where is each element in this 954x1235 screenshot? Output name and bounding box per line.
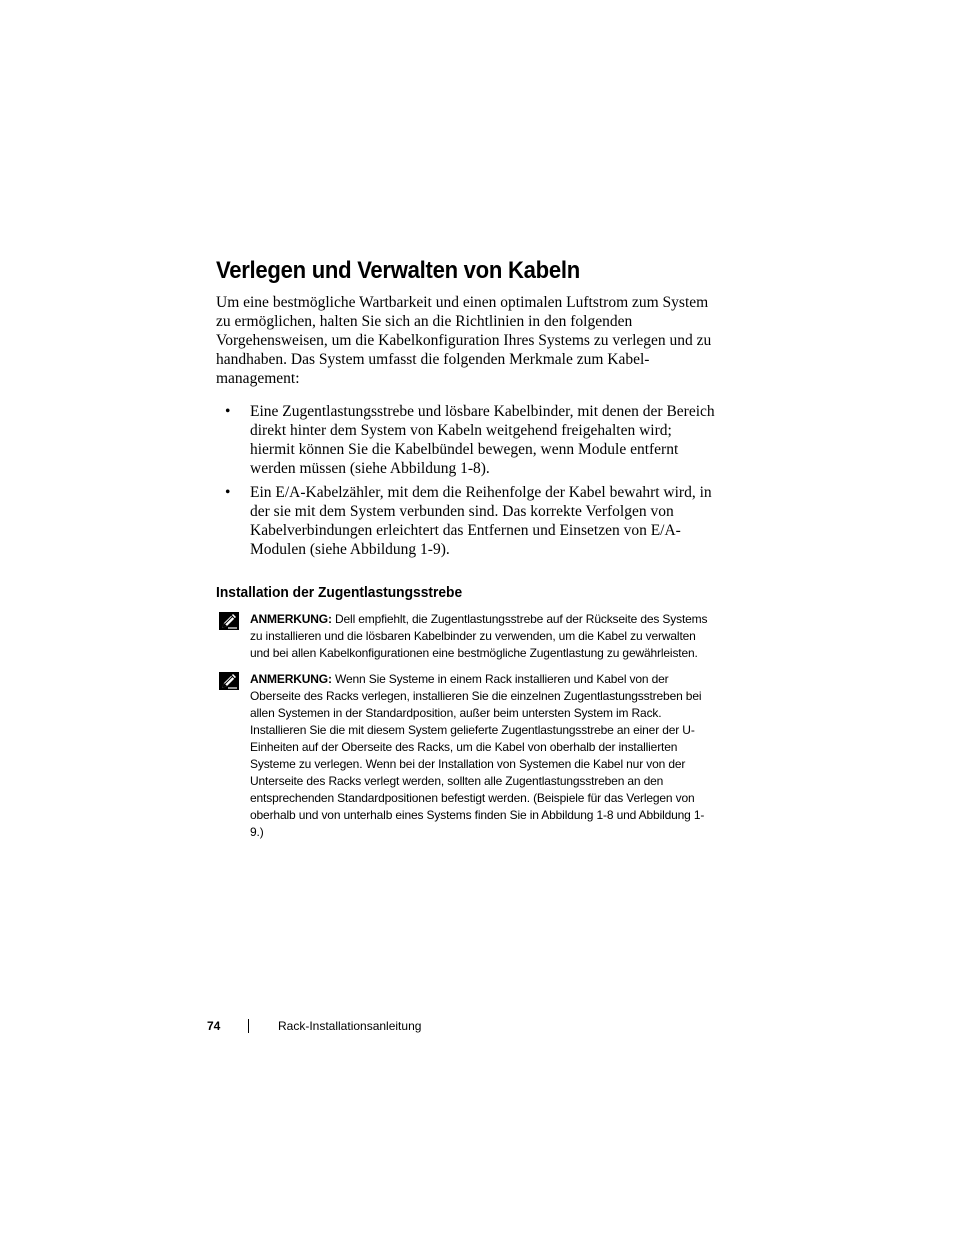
note-text: Wenn Sie Systeme in einem Rack installieren und Kabel von der Oberseite des Racks verlegen, installieren Sie die einzelnen Zugentlastungsstreben bei allen Systemen in der Standardposition, außer beim untersten System im Rack. Installieren Sie die mit diesem System gelieferte Zugentlastungsstrebe an einer der U-Einheiten auf der Oberseite des Racks, um die Kabel von oberhalb der installierten Systeme zu verlegen. Wenn bei der Installation von Systemen die Kabel nur von der Unterseite des Racks verlegt werden, sollten alle Zugentlastungsstreben an den entsprechenden Standardpositionen befestigt werden. (Beispiele für das Verlegen von oberhalb und von unterhalb eines Systems finden Sie in Abbildung 1-8 und Abbildung 1-9.) bbox=[250, 672, 705, 839]
note-block bbox=[216, 611, 716, 662]
page-content bbox=[216, 256, 716, 850]
bullet-icon: • bbox=[225, 484, 231, 501]
page-number: 74 bbox=[207, 1019, 221, 1033]
footer-divider bbox=[248, 1019, 249, 1033]
note-text: Dell empfiehlt, die Zugentlastungsstrebe auf der Rückseite des Systems zu installieren und die lösbaren Kabelbinder zu verwenden, um die Kabel zu verwalten und bei allen Kabelkonfigurationen eine bestmögliche Zugentlastung zu gewährleisten. bbox=[250, 612, 708, 660]
feature-list bbox=[216, 402, 716, 559]
note-label: ANMERKUNG: bbox=[250, 612, 332, 626]
note-label: ANMERKUNG: bbox=[250, 672, 332, 686]
note-pencil-icon bbox=[219, 612, 239, 630]
bullet-icon: • bbox=[225, 403, 231, 420]
note-block bbox=[216, 671, 716, 841]
list-item bbox=[216, 402, 716, 478]
note-pencil-icon bbox=[219, 672, 239, 690]
list-item bbox=[216, 483, 716, 559]
list-item-text: Eine Zugentlastungsstrebe und lösbare Kabelbinder, mit denen der Bereich direkt hinter dem System von Kabeln weitgehend freigehalten wird; hiermit können Sie die Kabelbündel bewegen, wenn Module entfernt werden müssen (siehe Abbildung 1-8). bbox=[250, 403, 715, 477]
section-heading: Installation der Zugentlastungsstrebe bbox=[216, 584, 463, 601]
footer-document-title: Rack-Installationsanleitung bbox=[278, 1019, 422, 1033]
intro-paragraph: Um eine bestmögliche Wartbarkeit und einen optimalen Luftstrom zum System zu ermöglichen, halten Sie sich an die Richtlinien in den folgenden Vorgehensweisen, um die Kabelkonfiguration Ihres Systems zu verlegen und zu handhaben. Das System umfasst die folgenden Merkmale zum Kabel-management: bbox=[216, 294, 712, 387]
list-item-text: Ein E/A-Kabelzähler, mit dem die Reihenfolge der Kabel bewahrt wird, in der sie mit dem System verbunden sind. Das korrekte Verfolgen von Kabelverbindungen erleichtert das Entfernen und Einsetzen von E/A-Modulen (siehe Abbildung 1-9). bbox=[250, 484, 712, 558]
page-title: Verlegen und Verwalten von Kabeln bbox=[216, 257, 580, 284]
